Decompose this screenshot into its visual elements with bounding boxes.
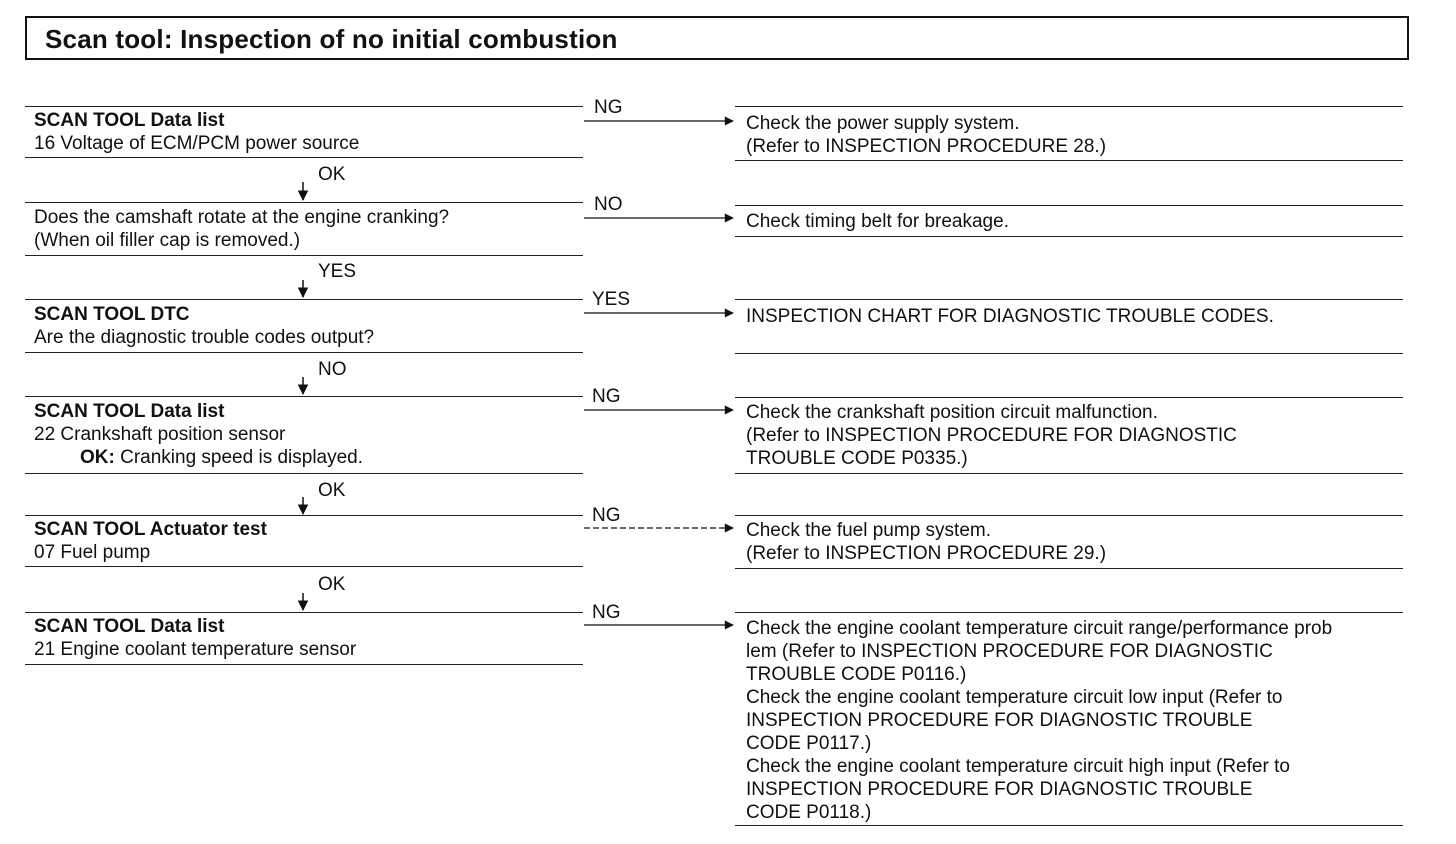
step-3-box xyxy=(34,303,374,349)
result-2-box xyxy=(746,210,1009,233)
result-4-bottom-rule xyxy=(735,473,1403,474)
result-6-line: Check the engine coolant temperature circuit low input (Refer to xyxy=(746,687,1283,708)
step-4-bottom-rule xyxy=(25,473,583,474)
step-2-bottom-rule xyxy=(25,255,583,256)
result-4-line: (Refer to INSPECTION PROCEDURE FOR DIAGNOSTIC xyxy=(746,425,1237,446)
step-5-branch-label: NG xyxy=(592,505,621,526)
step-2-branch-label: NO xyxy=(594,194,623,215)
step-1-title: SCAN TOOL Data list xyxy=(34,110,225,131)
result-6-line: INSPECTION PROCEDURE FOR DIAGNOSTIC TROUBLE xyxy=(746,710,1253,731)
step-1-next-label: OK xyxy=(318,164,346,185)
result-2-line: Check timing belt for breakage. xyxy=(746,211,1009,232)
result-5-bottom-rule xyxy=(735,568,1403,569)
result-6-line: lem (Refer to INSPECTION PROCEDURE FOR DIAGNOSTIC xyxy=(746,641,1273,662)
step-1-bottom-rule xyxy=(25,157,583,158)
page-title: Scan tool: Inspection of no initial combustion xyxy=(45,24,618,54)
ok-prefix: OK: xyxy=(80,447,115,468)
step-3-bottom-rule xyxy=(25,352,583,353)
result-4-line: Check the crankshaft position circuit malfunction. xyxy=(746,402,1158,423)
result-3-box xyxy=(746,305,1274,328)
step-2-box xyxy=(34,206,449,252)
step-3-title: SCAN TOOL DTC xyxy=(34,304,190,325)
step-2-top-rule xyxy=(25,202,583,203)
result-4-top-rule xyxy=(735,397,1403,398)
step-3-top-rule xyxy=(25,299,583,300)
step-4-branch-label: NG xyxy=(592,386,621,407)
step-4-box xyxy=(34,400,363,469)
step-5-top-rule xyxy=(25,515,583,516)
step-1-box xyxy=(34,109,359,155)
step-2-title: Does the camshaft rotate at the engine cranking? xyxy=(34,207,450,228)
step-6-box xyxy=(34,615,356,661)
step-1-detail: 16 Voltage of ECM/PCM power source xyxy=(34,133,360,154)
result-1-bottom-rule xyxy=(735,160,1403,161)
step-6-title: SCAN TOOL Data list xyxy=(34,616,225,637)
step-4-title: SCAN TOOL Data list xyxy=(34,401,225,422)
step-5-detail: 07 Fuel pump xyxy=(34,542,151,563)
result-5-top-rule xyxy=(735,515,1403,516)
result-5-line: (Refer to INSPECTION PROCEDURE 29.) xyxy=(746,543,1107,564)
result-6-line: Check the engine coolant temperature circuit range/performance prob xyxy=(746,618,1333,639)
step-2-next-label: YES xyxy=(318,261,357,282)
step-6-detail: 21 Engine coolant temperature sensor xyxy=(34,639,357,660)
result-5-line: Check the fuel pump system. xyxy=(746,520,991,541)
step-4-next-label: OK xyxy=(318,480,346,501)
step-3-branch-label: YES xyxy=(592,289,631,310)
step-6-top-rule xyxy=(25,612,583,613)
result-4-line: TROUBLE CODE P0335.) xyxy=(746,448,968,469)
result-3-top-rule xyxy=(735,299,1403,300)
ok-text: Cranking speed is displayed. xyxy=(120,447,364,468)
result-6-line: CODE P0118.) xyxy=(746,802,872,823)
result-6-bottom-rule xyxy=(735,825,1403,826)
step-5-bottom-rule xyxy=(25,566,583,567)
step-1-branch-label: NG xyxy=(594,97,623,118)
step-5-box xyxy=(34,518,267,564)
result-1-line: Check the power supply system. xyxy=(746,113,1020,134)
result-2-bottom-rule xyxy=(735,236,1403,237)
step-2-detail: (When oil filler cap is removed.) xyxy=(34,230,301,251)
result-3-bottom-rule xyxy=(735,353,1403,354)
result-2-top-rule xyxy=(735,205,1403,206)
result-6-box xyxy=(746,617,1404,824)
step-4-detail: 22 Crankshaft position sensor xyxy=(34,424,286,445)
step-4-ok-criterion xyxy=(34,446,363,469)
step-3-next-label: NO xyxy=(318,359,347,380)
result-6-line: Check the engine coolant temperature circuit high input (Refer to xyxy=(746,756,1290,777)
step-5-next-label: OK xyxy=(318,574,346,595)
step-6-bottom-rule xyxy=(25,664,583,665)
result-6-line: INSPECTION PROCEDURE FOR DIAGNOSTIC TROUBLE xyxy=(746,779,1253,800)
step-3-detail: Are the diagnostic trouble codes output? xyxy=(34,327,375,348)
result-6-line: CODE P0117.) xyxy=(746,733,872,754)
result-1-line: (Refer to INSPECTION PROCEDURE 28.) xyxy=(746,136,1107,157)
step-5-title: SCAN TOOL Actuator test xyxy=(34,519,267,540)
step-4-top-rule xyxy=(25,396,583,397)
step-1-top-rule xyxy=(25,106,583,107)
result-4-box xyxy=(746,401,1237,470)
result-1-top-rule xyxy=(735,106,1403,107)
result-1-box xyxy=(746,112,1106,158)
result-3-line: INSPECTION CHART FOR DIAGNOSTIC TROUBLE CODES. xyxy=(746,306,1274,327)
result-6-line: TROUBLE CODE P0116.) xyxy=(746,664,967,685)
result-5-box xyxy=(746,519,1106,565)
step-6-branch-label: NG xyxy=(592,602,621,623)
result-6-top-rule xyxy=(735,612,1403,613)
